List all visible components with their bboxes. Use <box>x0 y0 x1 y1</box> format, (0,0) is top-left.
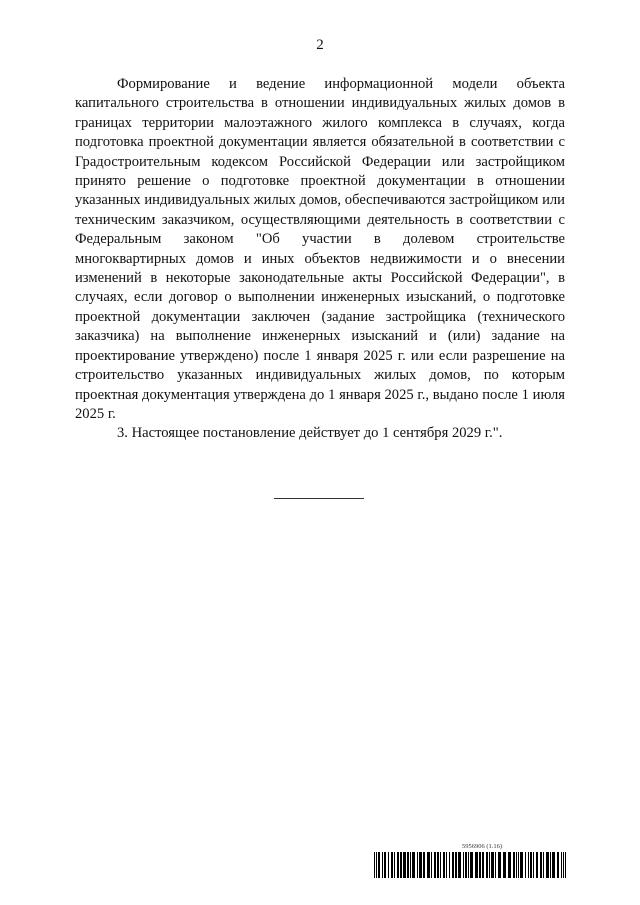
document-code: 5956906 (1.16) <box>462 843 503 850</box>
page-number: 2 <box>316 37 324 53</box>
paragraph-effective-period: 3. Настоящее постановление действует до 1 сентября 2029 г.". <box>117 425 503 442</box>
document-body <box>75 75 565 444</box>
barcode-icon <box>374 852 566 878</box>
paragraph-information-model: Формирование и ведение информационной модели объекта капитального строительства в отношении индивидуальных жилых домов в границах территории малоэтажного жилого комплекса в случаях, когда подготовка проектной документации является обязательной в соответствии с Градостроительным кодексом Российской Федерации или застройщиком принято решение о подготовке проектной документации в отношении указанных индивидуальных жилых домов, обеспечиваются застройщиком или техническим заказчиком, осуществляющими деятельность в соответствии с Федеральным законом "Об участии в долевом строительстве многоквартирных домов и иных объектов недвижимости и о внесении изменений в некоторые законодательные акты Российской Федерации", в случаях, если договор о выполнении инженерных изысканий, о подготовке проектной документации заключен (задание застройщика (технического заказчика) на выполнение инженерных изысканий и (или) задание на проектирование утверждено) после 1 января 2025 г. или если разрешение на строительство указанных индивидуальных жилых домов, по которым проектная документация утверждена до 1 января 2025 г., выдано после 1 июля 2025 г. <box>75 76 565 422</box>
end-separator-line <box>274 498 364 499</box>
